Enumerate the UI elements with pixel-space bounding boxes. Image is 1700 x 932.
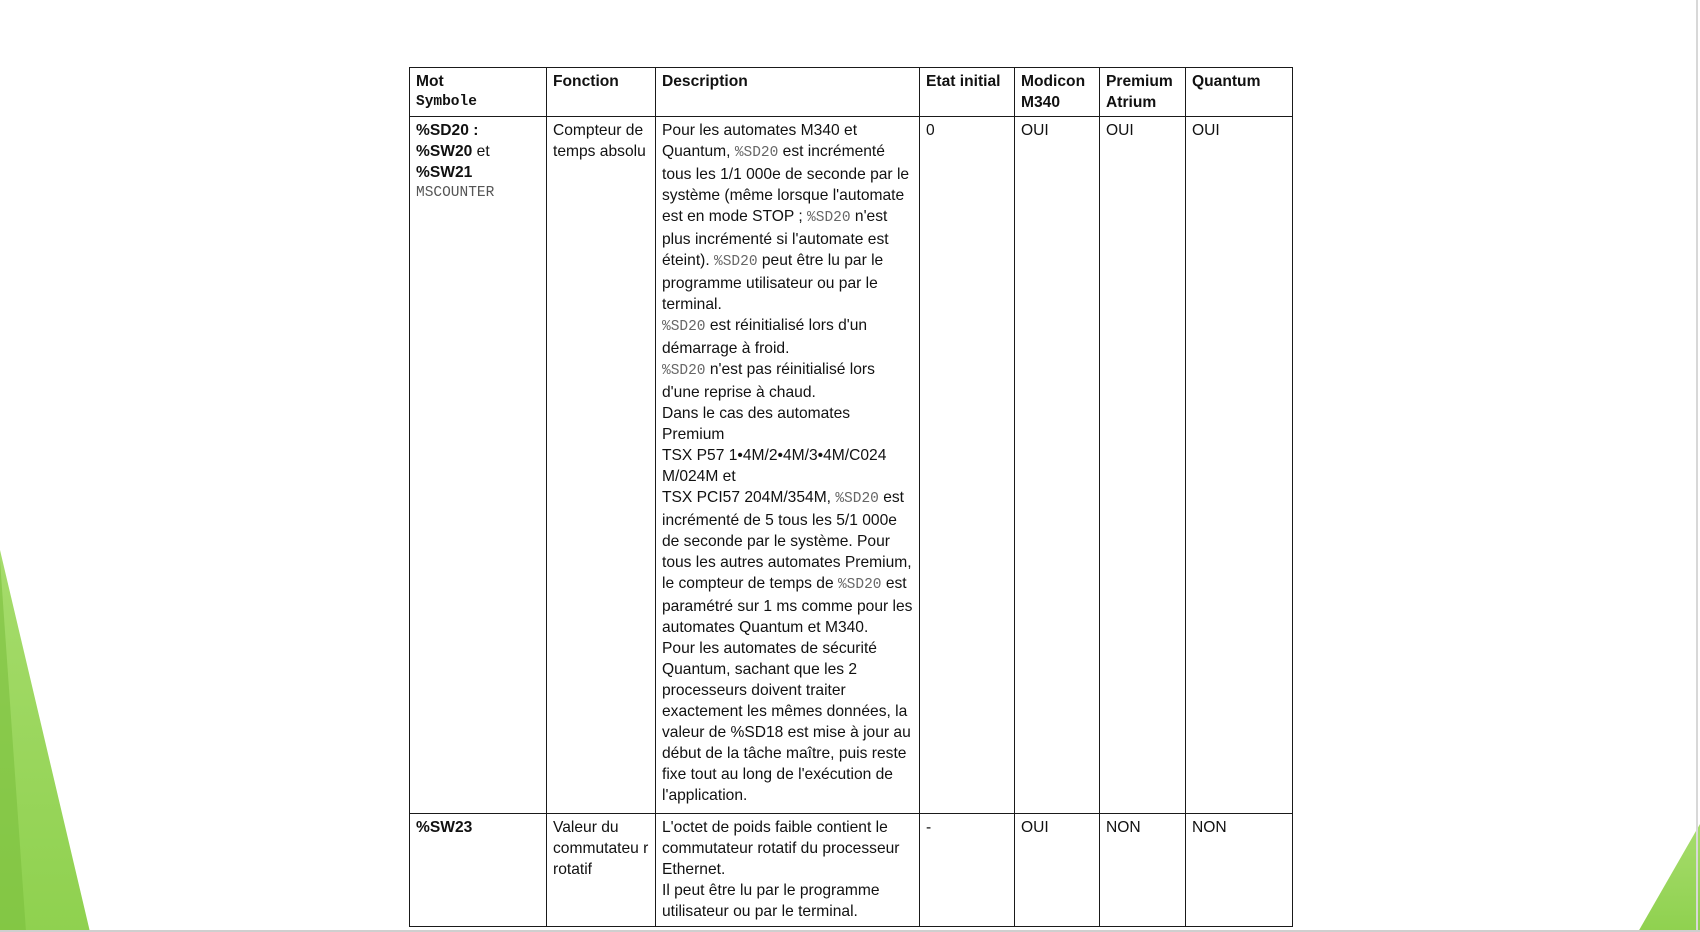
code-sd20: %SD20 <box>835 491 879 507</box>
header-etat-initial: Etat initial <box>920 68 1015 117</box>
desc-text: n'est pas réinitialisé lors d'une reprise à chaud. <box>662 361 875 401</box>
code-sd20: %SD20 <box>714 254 758 270</box>
description-paragraph-2: Il peut être lu par le programme utilisateur ou par le terminal. <box>662 882 880 920</box>
desc-text: Pour les automates M340 et Quantum, <box>662 122 858 160</box>
header-modicon-line2: M340 <box>1021 94 1061 111</box>
decorative-green-triangle-right <box>1638 824 1700 932</box>
cell-modicon-m340: OUI <box>1015 814 1100 927</box>
cell-fonction: Valeur du commutateu r rotatif <box>547 814 656 927</box>
header-premium-atrium <box>1100 68 1186 117</box>
desc-text: est incrémenté de 5 tous les 5/1 000e de seconde par le système. Pour tous les autres automates Premium, le compteur de temps de <box>662 489 912 592</box>
description-paragraph-4a: Dans le cas des automates Premium <box>662 405 851 443</box>
description-paragraph-1: L'octet de poids faible contient le commutateur rotatif du processeur Ethernet. <box>662 819 900 878</box>
description-paragraph-4b: TSX P57 1•4M/2•4M/3•4M/C024 M/024M et <box>662 447 887 485</box>
header-mot <box>410 68 547 117</box>
header-premium-line1: Premium <box>1106 73 1173 90</box>
description-paragraph-2 <box>662 315 914 359</box>
header-modicon-m340 <box>1015 68 1100 117</box>
mot-sw20: %SW20 <box>416 143 473 160</box>
description-paragraph-5: Pour les automates de sécurité Quantum, sachant que les 2 processeurs doivent traiter exactement les mêmes données, la valeur de %SD18 est mise à jour au début de la tâche maître, puis reste fixe tout au long de l'exécution de l'application. <box>662 640 911 804</box>
symbole-mscounter: MSCOUNTER <box>416 185 495 201</box>
mot-et: et <box>472 143 490 160</box>
desc-text: n'est plus incrémenté si l'automate est éteint). <box>662 208 889 269</box>
code-sd20: %SD20 <box>662 363 706 379</box>
cell-description <box>656 814 920 927</box>
cell-mot: %SW23 <box>410 814 547 927</box>
header-symbole-label: Symbole <box>416 94 477 110</box>
mot-sd20: %SD20 : <box>416 122 479 139</box>
cell-mot <box>410 117 547 814</box>
desc-text: est paramétré sur 1 ms comme pour les automates Quantum et M340. <box>662 575 913 636</box>
description-paragraph-1 <box>662 120 914 315</box>
slide-right-border <box>1696 0 1698 932</box>
header-fonction: Fonction <box>547 68 656 117</box>
desc-text: TSX PCI57 204M/354M, <box>662 489 836 506</box>
header-quantum: Quantum <box>1186 68 1293 117</box>
cell-etat-initial: 0 <box>920 117 1015 814</box>
header-modicon-line1: Modicon <box>1021 73 1086 90</box>
cell-description <box>656 117 920 814</box>
code-sd20: %SD20 <box>837 577 882 593</box>
cell-premium-atrium: NON <box>1100 814 1186 927</box>
code-sd20: %SD20 <box>807 210 851 226</box>
desc-text: est incrémenté tous les 1/1 000e de seconde par le système (même lorsque l'automate est en mode STOP ; <box>662 143 910 225</box>
code-sd20: %SD20 <box>734 145 779 161</box>
description-paragraph-4c <box>662 487 914 638</box>
table-header-row <box>410 68 1293 117</box>
cell-modicon-m340: OUI <box>1015 117 1100 814</box>
header-mot-label: Mot <box>416 73 444 90</box>
cell-quantum: NON <box>1186 814 1293 927</box>
desc-text: est réinitialisé lors d'un démarrage à froid. <box>662 317 868 357</box>
cell-fonction: Compteur de temps absolu <box>547 117 656 814</box>
table-row <box>410 814 1293 927</box>
system-words-table <box>409 67 1293 927</box>
description-paragraph-3 <box>662 359 914 403</box>
cell-premium-atrium: OUI <box>1100 117 1186 814</box>
table-row <box>410 117 1293 814</box>
header-description: Description <box>656 68 920 117</box>
cell-quantum: OUI <box>1186 117 1293 814</box>
cell-etat-initial: - <box>920 814 1015 927</box>
code-sd20: %SD20 <box>662 319 706 335</box>
desc-text: peut être lu par le programme utilisateur ou par le terminal. <box>662 252 884 313</box>
header-premium-line2: Atrium <box>1106 94 1157 111</box>
mot-sw21: %SW21 <box>416 164 473 181</box>
